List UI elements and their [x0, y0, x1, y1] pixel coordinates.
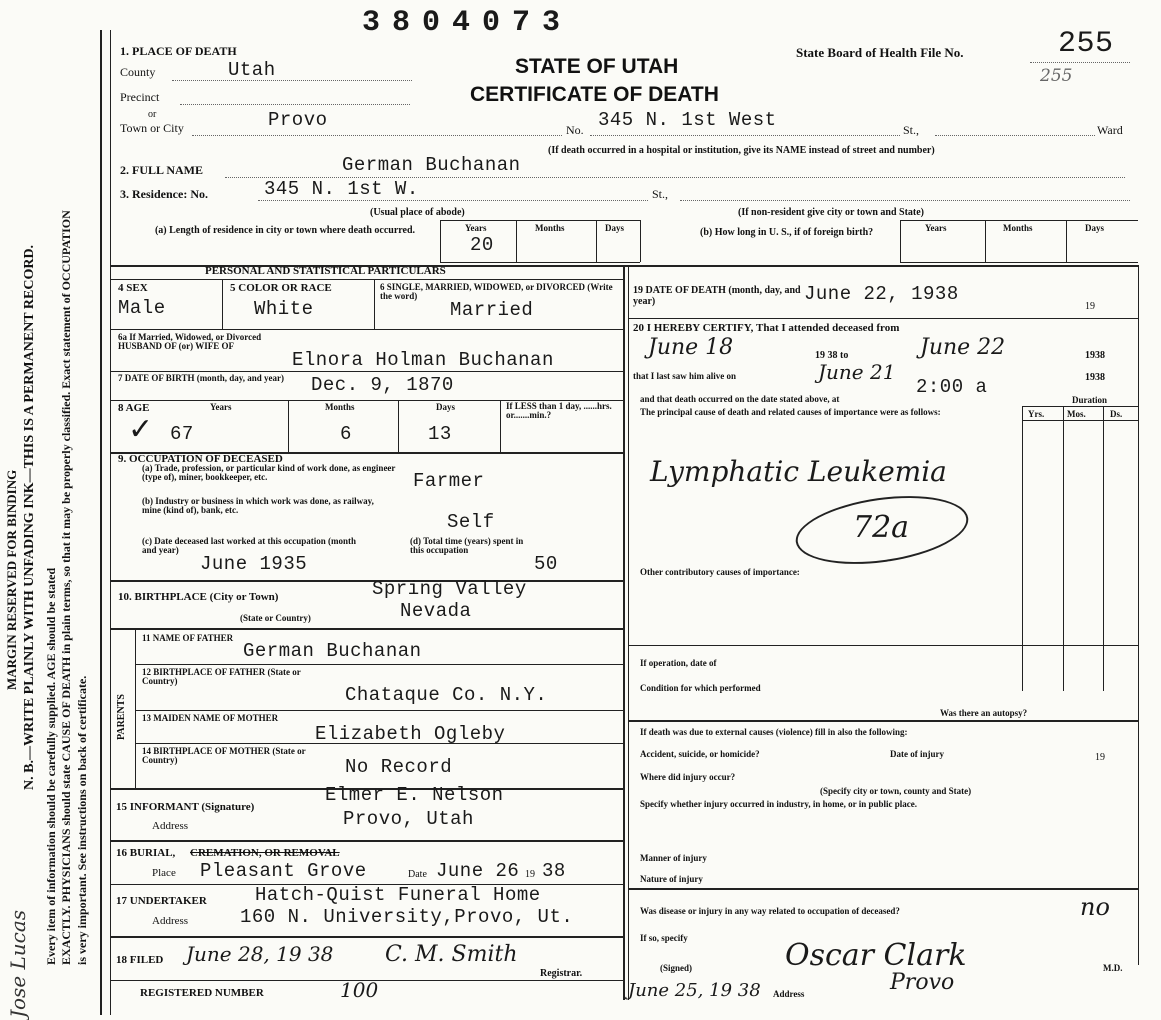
precinct-line: [180, 104, 410, 105]
marital-label: 6 SINGLE, MARRIED, WIDOWED, or DIVORCED (Write the word): [380, 282, 613, 302]
street-address: 345 N. 1st West: [598, 109, 777, 131]
us-years-header: Years: [925, 223, 947, 233]
margin-ink-notice: N. B.—WRITE PLAINLY WITH UNFADING INK—THIS IS A PERMANENT RECORD.: [22, 244, 37, 790]
row9-line: [110, 580, 623, 582]
days-header: Days: [605, 223, 625, 233]
town-label: Town or City: [120, 121, 184, 135]
mother-birthplace: No Record: [345, 756, 453, 778]
full-name-label: 2. FULL NAME: [120, 163, 204, 177]
occupation-heading: 9. OCCUPATION OF DECEASED: [118, 453, 283, 465]
us-months-header: Months: [1003, 223, 1033, 233]
manner-label: Manner of injury: [640, 853, 707, 863]
certify-label: 20 I HEREBY CERTIFY, That I attended deceased from: [633, 322, 900, 334]
personal-heading-line: [110, 279, 623, 280]
less-than-day-label: If LESS than 1 day, ......hrs. or.......min.?: [506, 401, 612, 421]
ward-label: Ward: [1097, 123, 1123, 137]
condition-label: Condition for which performed: [640, 683, 761, 693]
burial-label: 16 BURIAL,: [116, 847, 176, 859]
dob-value: Dec. 9, 1870: [311, 374, 454, 396]
precinct-label: Precinct: [120, 90, 160, 104]
injury-19: 19: [1095, 752, 1105, 763]
certificate-title: CERTIFICATE OF DEATH: [470, 83, 719, 106]
filed-signature: C. M. Smith: [385, 942, 518, 967]
burial-place-label: Place: [152, 867, 176, 879]
disease-answer: no: [1080, 893, 1110, 921]
filed-label: 18 FILED: [116, 954, 164, 966]
spouse-value: Elnora Holman Buchanan: [292, 349, 554, 371]
street-line: [590, 135, 900, 136]
registered-number: 100: [340, 978, 379, 1002]
burial-date-label: Date: [408, 869, 427, 880]
dob-label: 7 DATE OF BIRTH (month, day, and year): [118, 373, 284, 383]
injury-date-label: Date of injury: [890, 749, 944, 759]
residence-box-top: [440, 220, 640, 221]
duration-v2: [1063, 406, 1064, 691]
occupation-c-label: (c) Date deceased last worked at this occupation (month and year): [142, 536, 356, 556]
attended-to-date: June 22: [920, 335, 1006, 360]
years-header: Years: [465, 223, 487, 233]
birthplace-label: 10. BIRTHPLACE (City or Town): [118, 591, 279, 603]
duration-label: Duration: [1072, 395, 1108, 405]
occupation-d-value: 50: [534, 553, 558, 575]
row6-line: [110, 329, 623, 330]
birthplace-city: Spring Valley: [372, 578, 527, 600]
sex-label: 4 SEX: [118, 282, 148, 294]
dod-line: [628, 318, 1138, 319]
residence-label: 3. Residence: No.: [120, 187, 208, 201]
street-number-label: No.: [566, 123, 584, 137]
or-label: or: [148, 109, 157, 120]
us-box-v1: [900, 220, 901, 262]
row6a-line: [110, 371, 623, 372]
residence-line-2: [680, 200, 1130, 201]
filed-date: June 28, 19 38: [186, 942, 334, 966]
last-saw-label: that I last saw him alive on: [633, 371, 737, 381]
left-frame-line: [100, 30, 102, 1015]
nature-label: Nature of injury: [640, 874, 703, 884]
county-value: Utah: [228, 59, 276, 81]
physician-address: Provo: [890, 970, 955, 995]
file-number: 255: [1058, 27, 1114, 61]
residence-st-label: St.,: [652, 187, 669, 201]
father-bp-line: [135, 710, 623, 711]
father-line: [135, 664, 623, 665]
registered-number-label: REGISTERED NUMBER: [140, 987, 264, 999]
town-value: Provo: [268, 109, 328, 131]
where-label: Where did injury occur?: [640, 772, 736, 782]
place-of-death-heading: 1. PLACE OF DEATH: [120, 44, 237, 58]
row10-line: [110, 628, 623, 630]
us-box-top: [900, 220, 1138, 221]
external-causes-label: If death was due to external causes (violence) fill in also the following:: [640, 727, 908, 737]
mother-line: [135, 743, 623, 744]
town-line: [192, 135, 562, 136]
operation-label: If operation, date of: [640, 658, 717, 668]
usual-abode-note: (Usual place of abode): [370, 207, 465, 218]
if-so-label: If so, specify: [640, 933, 688, 943]
us-residence-label: (b) How long in U. S., if of foreign birth?: [700, 227, 874, 238]
occupation-b-value: Self: [447, 511, 495, 533]
residence-box-v4: [640, 220, 641, 262]
mother-name-label: 13 MAIDEN NAME OF MOTHER: [142, 713, 279, 723]
us-box-v3: [1066, 220, 1067, 262]
duration-mos: Mos.: [1067, 409, 1086, 419]
color-value: White: [254, 298, 314, 320]
file-number-label: State Board of Health File No.: [796, 45, 964, 60]
physician-address-label: Address: [773, 989, 805, 999]
duration-header-line: [1022, 420, 1138, 421]
center-divider: [623, 265, 625, 1000]
time-of-death: 2:00 a: [916, 376, 988, 398]
duration-v3: [1103, 406, 1104, 691]
age-v1: [288, 400, 289, 452]
informant-line: [110, 840, 623, 842]
date-of-death-19: 19: [1085, 301, 1095, 312]
date-of-death: June 22, 1938: [804, 283, 959, 305]
undertaker-line: [110, 936, 623, 938]
md-label: M.D.: [1103, 963, 1123, 973]
residence-value: 345 N. 1st W.: [264, 178, 419, 200]
disease-question: Was disease or injury in any way related to occupation of deceased?: [640, 906, 900, 916]
duration-v1: [1022, 406, 1023, 691]
mother-birthplace-label: 14 BIRTHPLACE OF MOTHER (State or Country): [142, 746, 306, 766]
inner-frame-line: [110, 30, 111, 1015]
parents-divider: [135, 628, 136, 788]
residence-line: [258, 200, 648, 201]
father-name: German Buchanan: [243, 640, 422, 662]
autopsy-label: Was there an autopsy?: [940, 708, 1028, 718]
disease-top-line: [628, 888, 1138, 890]
undertaker-label: 17 UNDERTAKER: [116, 895, 207, 907]
us-box-v2: [985, 220, 986, 262]
full-name-value: German Buchanan: [342, 154, 521, 176]
personal-heading: PERSONAL AND STATISTICAL PARTICULARS: [205, 265, 446, 277]
ward-line: [935, 135, 1095, 136]
age-label: 8 AGE: [118, 402, 150, 414]
county-label: County: [120, 65, 156, 79]
undertaker-address: 160 N. University,Provo, Ut.: [240, 906, 574, 928]
age-v2: [398, 400, 399, 452]
age-months-label: Months: [325, 402, 355, 412]
burial-year: 38: [542, 860, 566, 882]
occupation-a-value: Farmer: [413, 470, 485, 492]
accident-label: Accident, suicide, or homicide?: [640, 749, 760, 759]
father-name-label: 11 NAME OF FATHER: [142, 633, 234, 643]
informant-label: 15 INFORMANT (Signature): [116, 801, 255, 813]
sex-divider: [222, 279, 223, 329]
file-number-line: [1030, 62, 1130, 63]
burial-date: June 26: [436, 860, 520, 882]
informant-address-label: Address: [152, 820, 189, 832]
specify-city-label: (Specify city or town, county and State): [820, 786, 972, 796]
state-heading: STATE OF UTAH: [515, 55, 679, 78]
age-years-label: Years: [210, 402, 232, 412]
specify-where-label: Specify whether injury occurred in industry, in home, or in public place.: [640, 799, 918, 809]
residence-years: 20: [470, 234, 494, 256]
spouse-label: 6a If Married, Widowed, or Divorced HUSBAND OF (or) WIFE OF: [118, 332, 262, 352]
date-of-death-label: 19 DATE OF DEATH (month, day, and year): [633, 285, 801, 307]
residence-box-v1: [440, 220, 441, 262]
attended-to-19: 1938: [1085, 350, 1105, 361]
residence-box-v3: [596, 220, 597, 262]
cause-label: The principal cause of death and related causes of importance were as follows:: [640, 407, 941, 417]
street-st-label: St.,: [903, 123, 920, 137]
residence-box-v2: [516, 220, 517, 262]
hospital-note: (If death occurred in a hospital or institution, give its NAME instead of street and number): [548, 145, 935, 156]
attended-to-label: 19 38 to: [815, 350, 849, 361]
undertaker-address-label: Address: [152, 915, 189, 927]
margin-instruction-2: EXACTLY. PHYSICIANS should state CAUSE OF DEATH in plain terms, so that it may be properly classified. Exact statement of OCCUPATION: [59, 210, 73, 965]
us-box-bottom: [900, 262, 1138, 263]
signed-label: (Signed): [660, 963, 693, 973]
age-years: 67: [170, 423, 194, 445]
other-causes-label: Other contributory causes of importance:: [640, 567, 800, 577]
cause-of-death: Lymphatic Leukemia: [650, 455, 947, 488]
occupation-c-value: June 1935: [200, 553, 308, 575]
registrar-label: Registrar.: [540, 968, 583, 979]
duration-yrs: Yrs.: [1028, 409, 1045, 419]
occupation-d-label: (d) Total time (years) spent in this occupation: [410, 536, 524, 556]
parents-label: PARENTS: [116, 694, 127, 740]
burial-place: Pleasant Grove: [200, 860, 367, 882]
residence-box-bottom: [440, 262, 640, 263]
age-days-label: Days: [436, 402, 456, 412]
external-top-line: [628, 720, 1138, 722]
cause-code-circle: [791, 486, 972, 574]
us-days-header: Days: [1085, 223, 1105, 233]
county-line: [172, 80, 412, 81]
age-months: 6: [340, 423, 352, 445]
duration-top-line: [1022, 406, 1138, 407]
right-frame-line: [1138, 265, 1139, 965]
sex-value: Male: [118, 297, 166, 319]
signature-date: June 25, 19 38: [628, 980, 761, 1001]
age-days: 13: [428, 423, 452, 445]
informant-address: Provo, Utah: [343, 808, 474, 830]
certificate-number: 3804073: [362, 6, 573, 40]
father-birthplace: Chataque Co. N.Y.: [345, 684, 548, 706]
burial-strike-label: CREMATION, OR REMOVAL: [190, 847, 340, 859]
last-saw-date: June 21: [818, 360, 896, 384]
non-resident-note: (If non-resident give city or town and State): [738, 207, 925, 218]
occupation-a-label: (a) Trade, profession, or particular kind of work done, as engineer (type of), miner, bookkeeper, etc.: [142, 463, 396, 483]
length-of-residence-label: (a) Length of residence in city or town where death occurred.: [154, 225, 416, 236]
margin-instruction-3: is very important. See instructions on back of certificate.: [75, 675, 89, 965]
occupation-b-label: (b) Industry or business in which work was done, as railway, mine (kind of), bank, etc.: [142, 496, 374, 516]
margin-instruction-1: Every item of information should be carefully supplied. AGE should be stated: [44, 567, 58, 965]
age-checkmark: ✓: [128, 412, 154, 447]
operation-top-line: [628, 645, 1138, 646]
last-saw-19: 1938: [1085, 372, 1105, 383]
birthplace-state-label: (State or Country): [240, 613, 311, 623]
months-header: Months: [535, 223, 565, 233]
death-occurred-label: and that death occurred on the date stated above, at: [640, 394, 840, 404]
file-number-handwritten: 255: [1040, 66, 1073, 86]
birthplace-state: Nevada: [400, 600, 472, 622]
marital-value: Married: [450, 299, 534, 321]
color-label: 5 COLOR OR RACE: [230, 282, 332, 294]
duration-ds: Ds.: [1110, 409, 1123, 419]
undertaker-value: Hatch-Quist Funeral Home: [255, 884, 541, 906]
physician-signature: Oscar Clark: [785, 938, 967, 973]
mother-name: Elizabeth Ogleby: [315, 723, 506, 745]
burial-19: 19: [525, 869, 535, 880]
informant-value: Elmer E. Nelson: [325, 784, 504, 806]
margin-binding-text: MARGIN RESERVED FOR BINDING: [4, 469, 19, 690]
attended-from-date: June 18: [648, 335, 734, 360]
father-birthplace-label: 12 BIRTHPLACE OF FATHER (State or Country): [142, 667, 301, 687]
cause-code: 72a: [853, 510, 910, 545]
margin-scribble: Jose Lucas: [6, 909, 30, 1018]
color-divider: [374, 279, 375, 329]
age-v3: [500, 400, 501, 452]
